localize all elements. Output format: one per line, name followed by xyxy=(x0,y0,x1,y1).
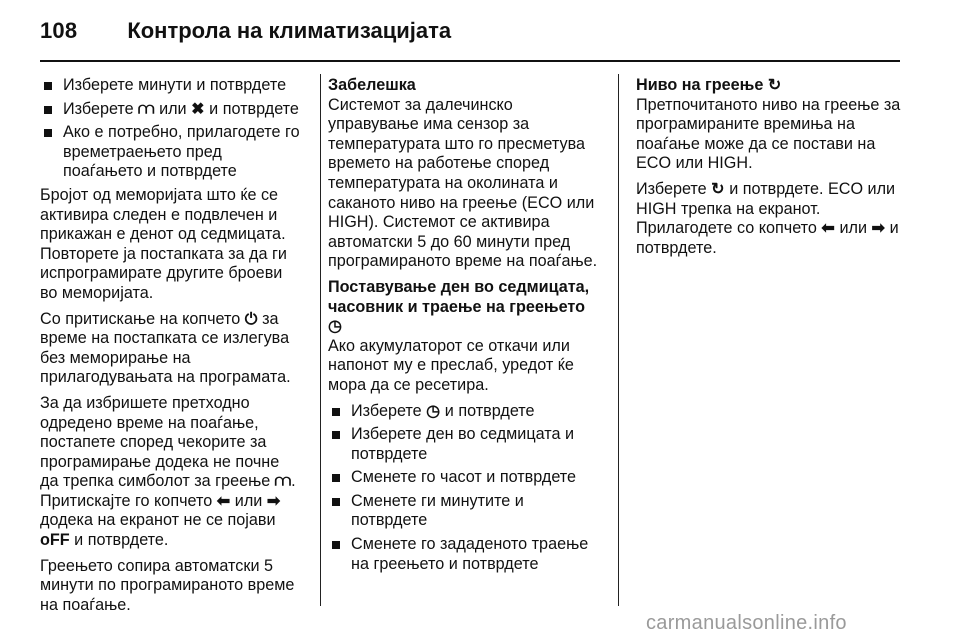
page-title: Контрола на климатизацијата xyxy=(127,18,452,43)
note-title: Забелешка xyxy=(328,76,416,94)
arrow-left-icon: ⬅ xyxy=(216,491,231,510)
arrow-right-icon: ➡ xyxy=(266,491,281,510)
heat-icon: ⩋ xyxy=(138,99,155,118)
list-item: Сменете ги минутите и потврдете xyxy=(328,492,600,531)
header-rule xyxy=(40,60,900,62)
section-heading: Поставување ден во седмицата, часовник и траење на греењето ◷ xyxy=(328,277,590,336)
page-number: 108 xyxy=(40,18,78,43)
arrow-left-icon: ⬅ xyxy=(821,219,835,238)
heat-icon: ⩋ xyxy=(274,472,292,491)
paragraph: Претпочитаното ниво на греење за програмираните времиња на поаѓање може да се постави на ECO или HIGH. xyxy=(636,95,901,173)
list-item: Изберете ⩋ или ✖ и потврдете xyxy=(40,100,302,120)
paragraph: Бројот од меморијата што ќе се активира следен е подвлечен и прикажан е денот од седмицата. Повторете ја постапката за да ги испрограмирате другите броеви во меморијата. xyxy=(40,185,287,302)
paragraph: Со притискање на копчето ⏻ за време на постапката се излегува без меморирање на прилагодувањата на програмата. xyxy=(40,309,291,387)
note-block xyxy=(328,76,600,272)
column-divider-1 xyxy=(320,74,321,606)
off-label: oFF xyxy=(40,531,70,550)
watermark: carmanualsonline.info xyxy=(646,612,847,634)
paragraph: Ако акумулаторот се откачи или напонот му е преслаб, уредот ќе мора да се ресетира. xyxy=(328,336,574,394)
column-divider-2 xyxy=(618,74,619,606)
column-2 xyxy=(328,76,600,578)
arrow-right-icon: ➡ xyxy=(871,219,886,238)
list-item: Изберете ◷ и потврдете xyxy=(328,402,600,422)
steps-list xyxy=(40,76,302,182)
list-item: Изберете минути и потврдете xyxy=(40,76,302,96)
section-heading: Ниво на греење ↻ xyxy=(636,76,782,94)
power-icon: ⏻ xyxy=(244,309,258,328)
list-item: Сменете го зададеното траење на греењето и потврдете xyxy=(328,535,600,574)
eco-icon: ↻ xyxy=(711,179,725,198)
paragraph: За да избришете претходно одредено време на поаѓање, постапете според чекорите за програмирање додека не почне да трепка симболот за греење ⩋. Притискајте го копчето ⬅ или ➡ додека на екранот не се појави oFF и потврдете. xyxy=(40,393,296,550)
steps-list xyxy=(328,402,600,575)
list-item: Изберете ден во седмицата и потврдете xyxy=(328,425,600,464)
paragraph: Греењето сопира автоматски 5 минути по програмираното време на поаѓање. xyxy=(40,556,295,614)
note-text: Системот за далечинско управување има сензор за температурата што го пресметува времето на работење според температурата на околината и саканото ниво на греење (ECO или HIGH). Системот се активира автоматски 5 до 60 минути пред програмираното време на поаѓање. xyxy=(328,95,598,271)
fan-icon: ✖ xyxy=(191,99,205,118)
page-header xyxy=(40,18,451,48)
list-item: Сменете го часот и потврдете xyxy=(328,468,600,488)
clock-icon: ◷ xyxy=(328,317,343,336)
column-1 xyxy=(40,76,302,621)
list-item: Ако е потребно, прилагодете го времетраењето пред поаѓањето и потврдете xyxy=(40,123,302,182)
eco-icon: ↻ xyxy=(767,76,782,94)
paragraph: Прилагодете со копчето ⬅ или ➡ и потврдете. xyxy=(636,219,899,257)
column-3 xyxy=(636,76,908,264)
paragraph: Изберете ↻ и потврдете. ECO или HIGH трепка на екранот. xyxy=(636,179,896,218)
clock-icon: ◷ xyxy=(426,401,441,420)
